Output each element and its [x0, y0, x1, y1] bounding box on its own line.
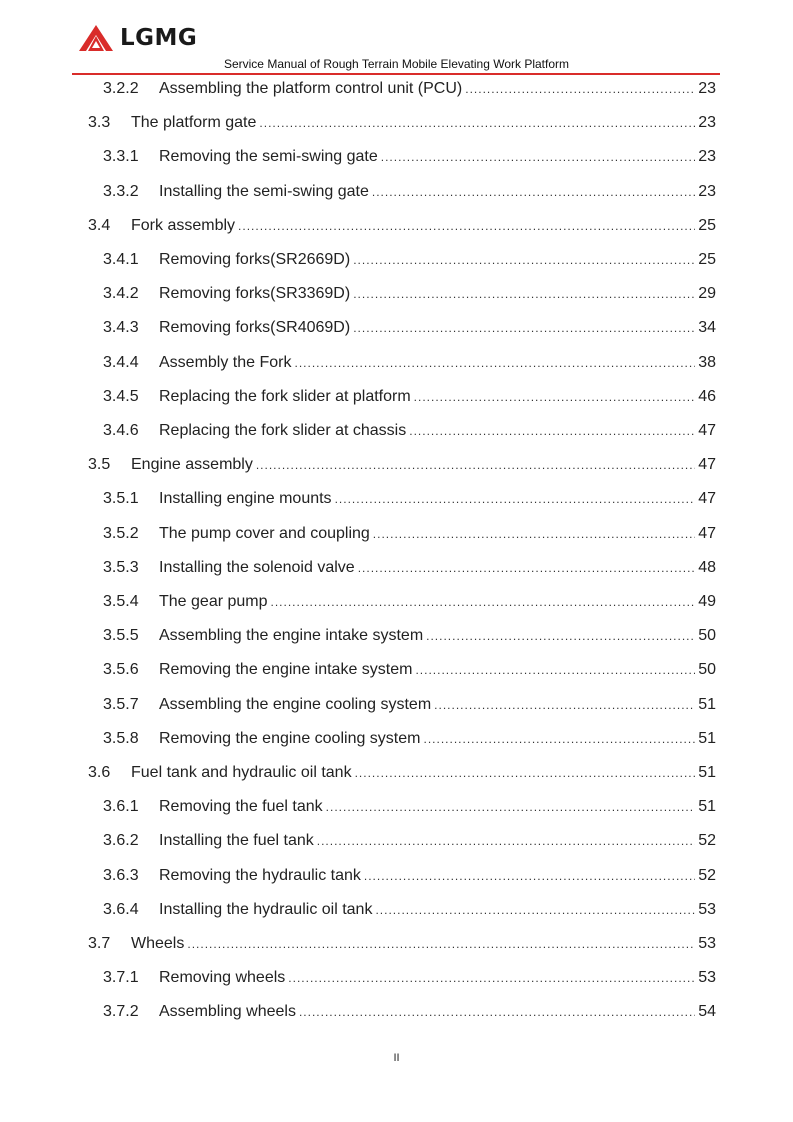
- toc-dot-leader: [423, 726, 695, 752]
- toc-entry[interactable]: [103, 521, 716, 547]
- toc-entry-page: 54: [698, 1003, 716, 1021]
- toc-entry-number: 3.6.1: [103, 798, 139, 816]
- toc-entry-page: 52: [698, 832, 716, 850]
- toc-dot-leader: [294, 350, 695, 376]
- toc-entry[interactable]: [103, 828, 716, 854]
- toc-entry[interactable]: [103, 315, 716, 341]
- toc-entry[interactable]: [103, 965, 716, 991]
- toc-entry[interactable]: [103, 794, 716, 820]
- toc-entry[interactable]: [103, 623, 716, 649]
- toc-entry[interactable]: [88, 931, 716, 957]
- toc-entry-title: Assembling wheels: [159, 1003, 296, 1021]
- toc-entry-page: 47: [698, 456, 716, 474]
- toc-entry-page: 53: [698, 935, 716, 952]
- toc-entry[interactable]: [103, 999, 716, 1025]
- toc-dot-leader: [373, 521, 695, 547]
- toc-entry-page: 25: [698, 251, 716, 268]
- toc-entry-number: 3.5: [88, 456, 111, 474]
- toc-entry-number: 3.6: [88, 764, 111, 781]
- toc-dot-leader: [187, 931, 695, 957]
- toc-entry-number: 3.4.3: [103, 319, 139, 337]
- toc-dot-leader: [364, 863, 695, 889]
- toc-dot-leader: [288, 965, 695, 991]
- toc-entry-page: 51: [698, 798, 716, 816]
- toc-entry-title: Installing the fuel tank: [159, 832, 314, 850]
- toc-dot-leader: [299, 999, 695, 1025]
- toc-entry-title: Assembly the Fork: [159, 353, 292, 371]
- toc-entry[interactable]: [103, 692, 716, 718]
- manual-title: Service Manual of Rough Terrain Mobile Elevating Work Platform: [223, 57, 570, 71]
- toc-entry-title: Fuel tank and hydraulic oil tank: [131, 764, 352, 781]
- toc-entry-page: 47: [698, 422, 716, 439]
- toc-entry[interactable]: [103, 247, 716, 273]
- toc-entry-number: 3.4.4: [103, 353, 139, 371]
- toc-entry-title: Removing the fuel tank: [159, 798, 323, 816]
- toc-entry-number: 3.4.6: [103, 422, 139, 439]
- toc-dot-leader: [426, 623, 695, 649]
- toc-dot-leader: [353, 281, 695, 307]
- toc-dot-leader: [335, 486, 696, 512]
- toc-dot-leader: [317, 828, 695, 854]
- toc-entry-title: Installing the solenoid valve: [159, 558, 355, 576]
- toc-dot-leader: [326, 794, 696, 820]
- toc-entry-number: 3.5.4: [103, 593, 139, 610]
- toc-entry-page: 47: [698, 490, 716, 508]
- toc-entry-number: 3.5.8: [103, 729, 139, 747]
- toc-entry-number: 3.3: [88, 114, 111, 132]
- toc-entry-page: 25: [698, 216, 716, 234]
- toc-entry-page: 23: [698, 148, 716, 166]
- toc-entry-number: 3.7: [88, 935, 111, 952]
- toc-entry-title: Fork assembly: [131, 216, 236, 234]
- toc-entry-title: Installing the semi-swing gate: [159, 182, 369, 200]
- toc-entry[interactable]: [103, 384, 716, 410]
- toc-entry-title: The pump cover and coupling: [159, 524, 370, 542]
- toc-entry-page: 49: [698, 593, 716, 610]
- toc-entry-title: Assembling the platform control unit (PCU): [159, 80, 463, 97]
- toc-entry-number: 3.3.2: [103, 182, 139, 200]
- toc-entry[interactable]: [103, 589, 716, 615]
- toc-entry[interactable]: [88, 760, 716, 786]
- toc-entry-number: 3.3.1: [103, 148, 139, 166]
- toc-entry[interactable]: [103, 418, 716, 444]
- toc-dot-leader: [372, 179, 695, 205]
- toc-entry-number: 3.4.2: [103, 285, 139, 303]
- toc-entry[interactable]: [88, 110, 716, 136]
- toc-entry-page: 23: [698, 182, 716, 200]
- toc-dot-leader: [381, 144, 695, 170]
- toc-entry-title: Assembling the engine cooling system: [159, 695, 432, 713]
- toc-entry-title: Replacing the fork slider at chassis: [159, 422, 407, 439]
- toc-entry[interactable]: [103, 657, 716, 683]
- toc-dot-leader: [353, 315, 695, 341]
- logo-text: LGMG: [120, 25, 198, 51]
- toc-entry-page: 48: [698, 558, 716, 576]
- toc-entry[interactable]: [103, 555, 716, 581]
- toc-entry[interactable]: [103, 486, 716, 512]
- toc-entry-number: 3.4.1: [103, 251, 139, 268]
- toc-entry[interactable]: [88, 213, 716, 239]
- header-divider: [72, 73, 720, 75]
- toc-entry-page: 47: [698, 524, 716, 542]
- toc-entry[interactable]: [103, 281, 716, 307]
- toc-entry-title: Installing the hydraulic oil tank: [159, 900, 373, 918]
- toc-entry-page: 34: [698, 319, 716, 337]
- toc-entry-number: 3.6.3: [103, 866, 139, 884]
- toc-dot-leader: [271, 589, 696, 615]
- toc-entry-title: Removing the engine intake system: [159, 661, 413, 679]
- toc-entry[interactable]: [103, 350, 716, 376]
- toc-entry-page: 38: [698, 353, 716, 371]
- toc-entry-number: 3.6.4: [103, 900, 139, 918]
- toc-dot-leader: [256, 452, 695, 478]
- toc-entry-title: Removing the engine cooling system: [159, 729, 421, 747]
- toc-entry-page: 51: [698, 695, 716, 713]
- toc-entry-number: 3.5.2: [103, 524, 139, 542]
- toc-entry-title: Removing the hydraulic tank: [159, 866, 361, 884]
- toc-entry[interactable]: [103, 179, 716, 205]
- toc-dot-leader: [355, 760, 696, 786]
- toc-dot-leader: [238, 213, 695, 239]
- lgmg-logo-icon: [78, 24, 114, 52]
- toc-entry-title: Removing forks(SR4069D): [159, 319, 351, 337]
- toc-dot-leader: [375, 897, 695, 923]
- toc-entry[interactable]: [103, 76, 716, 102]
- toc-entry-title: The gear pump: [159, 593, 268, 610]
- toc-entry-page: 50: [698, 627, 716, 645]
- toc-dot-leader: [259, 110, 695, 136]
- toc-entry-page: 51: [698, 764, 716, 781]
- toc-dot-leader: [434, 692, 695, 718]
- toc-entry[interactable]: [103, 897, 716, 923]
- toc-dot-leader: [414, 384, 696, 410]
- toc-entry-page: 23: [698, 114, 716, 132]
- toc-entry-number: 3.7.2: [103, 1003, 139, 1021]
- toc-entry-number: 3.5.1: [103, 490, 139, 508]
- toc-entry-page: 53: [698, 969, 716, 987]
- toc-entry-number: 3.6.2: [103, 832, 139, 850]
- toc-dot-leader: [358, 555, 696, 581]
- toc-entry-page: 29: [698, 285, 716, 303]
- toc-entry[interactable]: [88, 452, 716, 478]
- toc-entry-page: 23: [698, 80, 716, 97]
- toc-entry-title: Replacing the fork slider at platform: [159, 387, 411, 405]
- toc-entry-number: 3.4: [88, 216, 111, 234]
- toc-dot-leader: [465, 76, 695, 102]
- page-number: II: [393, 1052, 400, 1064]
- toc-entry[interactable]: [103, 726, 716, 752]
- toc-entry[interactable]: [103, 863, 716, 889]
- toc-entry-number: 3.4.5: [103, 387, 139, 405]
- toc-entry[interactable]: [103, 144, 716, 170]
- toc-entry-title: Removing the semi-swing gate: [159, 148, 378, 166]
- toc-entry-title: Removing forks(SR3369D): [159, 285, 351, 303]
- toc-entry-page: 52: [698, 866, 716, 884]
- toc-entry-title: Removing forks(SR2669D): [159, 251, 351, 268]
- toc-entry-title: Engine assembly: [131, 456, 253, 474]
- toc-entry-number: 3.2.2: [103, 80, 139, 97]
- toc-entry-title: Wheels: [131, 935, 185, 952]
- toc-entry-number: 3.5.7: [103, 695, 139, 713]
- toc-dot-leader: [409, 418, 695, 444]
- toc-entry-page: 50: [698, 661, 716, 679]
- toc-entry-page: 51: [698, 729, 716, 747]
- toc-entry-title: Installing engine mounts: [159, 490, 332, 508]
- toc-entry-title: Assembling the engine intake system: [159, 627, 424, 645]
- toc-dot-leader: [353, 247, 695, 273]
- toc-entry-number: 3.5.5: [103, 627, 139, 645]
- toc-dot-leader: [415, 657, 695, 683]
- toc-entry-page: 53: [698, 900, 716, 918]
- toc-entry-number: 3.5.6: [103, 661, 139, 679]
- toc-entry-number: 3.5.3: [103, 558, 139, 576]
- toc-entry-title: Removing wheels: [159, 969, 286, 987]
- toc-entry-number: 3.7.1: [103, 969, 139, 987]
- brand-logo: [78, 22, 197, 54]
- toc-entry-page: 46: [698, 387, 716, 405]
- toc-entry-title: The platform gate: [131, 114, 257, 132]
